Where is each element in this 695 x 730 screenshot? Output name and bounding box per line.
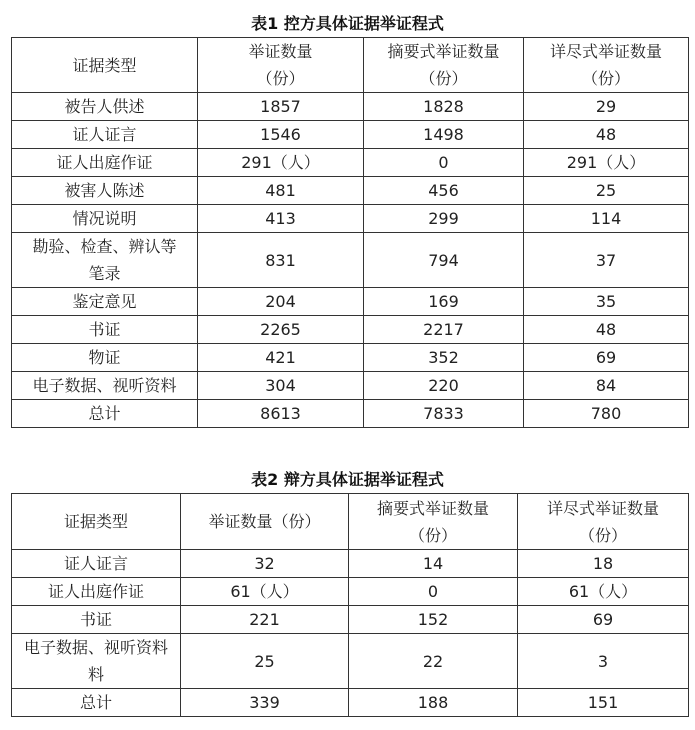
summary-count-cell: 169 [364, 288, 524, 316]
column-header-line: （份） [581, 69, 630, 88]
table-row [12, 233, 689, 288]
column-header [198, 38, 364, 93]
evidence-type-cell [12, 288, 198, 316]
evidence-type-line: 证人出庭作证 [47, 582, 144, 601]
table-row [12, 177, 689, 205]
table-row [12, 689, 689, 717]
count-cell: 339 [181, 689, 349, 717]
evidence-type-cell [12, 689, 181, 717]
evidence-type-cell [12, 233, 198, 288]
summary-count-cell: 14 [349, 550, 518, 578]
column-header-line: 证据类型 [72, 55, 137, 75]
evidence-type-cell [12, 121, 198, 149]
count-cell: 421 [198, 344, 364, 372]
evidence-type-line: 勘验、检查、辨认等 [32, 237, 177, 256]
table-row [12, 400, 689, 428]
evidence-type-line: 证人出庭作证 [56, 153, 153, 172]
column-header-line: 详尽式举证数量 [546, 498, 659, 518]
summary-count-cell: 152 [349, 606, 518, 634]
detailed-count-cell: 18 [518, 550, 689, 578]
column-header-line: （份） [256, 69, 305, 88]
evidence-type-line: 证人证言 [63, 554, 128, 573]
count-cell: 304 [198, 372, 364, 400]
evidence-type-line: 物证 [88, 348, 121, 367]
table-row [12, 606, 689, 634]
detailed-count-cell: 37 [524, 233, 689, 288]
evidence-type-cell [12, 550, 181, 578]
count-cell: 831 [198, 233, 364, 288]
evidence-type-line: 证人证言 [72, 125, 137, 144]
column-header [181, 494, 349, 550]
table-row [12, 288, 689, 316]
evidence-type-line: 被害人陈述 [64, 181, 145, 200]
detailed-count-cell: 48 [524, 121, 689, 149]
evidence-type-line: 鉴定意见 [72, 292, 137, 311]
table2-defense-evidence [11, 493, 689, 717]
summary-count-cell: 1498 [364, 121, 524, 149]
summary-count-cell: 794 [364, 233, 524, 288]
count-cell: 204 [198, 288, 364, 316]
evidence-type-line: 书证 [79, 610, 112, 629]
evidence-type-cell [12, 400, 198, 428]
evidence-type-cell [12, 316, 198, 344]
table-row [12, 149, 689, 177]
evidence-type-line: 电子数据、视听资料 [32, 376, 177, 395]
detailed-count-cell: 114 [524, 205, 689, 233]
count-cell: 25 [181, 634, 349, 689]
summary-count-cell: 2217 [364, 316, 524, 344]
table2-caption: 表2 辩方具体证据举证程式 [251, 470, 444, 489]
table1-prosecution-evidence [11, 37, 689, 428]
detailed-count-cell: 84 [524, 372, 689, 400]
detailed-count-cell: 61（人） [518, 578, 689, 606]
detailed-count-cell: 29 [524, 93, 689, 121]
evidence-type-cell [12, 149, 198, 177]
summary-count-cell: 0 [349, 578, 518, 606]
table-row [12, 550, 689, 578]
count-cell: 8613 [198, 400, 364, 428]
evidence-type-line: 笔录 [88, 264, 121, 283]
column-header-line: （份） [578, 525, 627, 545]
summary-count-cell: 188 [349, 689, 518, 717]
summary-count-cell: 0 [364, 149, 524, 177]
summary-count-cell: 7833 [364, 400, 524, 428]
count-cell: 413 [198, 205, 364, 233]
detailed-count-cell: 291（人） [524, 149, 689, 177]
column-header-line: 摘要式举证数量 [376, 498, 489, 518]
evidence-type-cell [12, 93, 198, 121]
detailed-count-cell: 48 [524, 316, 689, 344]
column-header-line: 举证数量 [248, 42, 313, 61]
table-row [12, 344, 689, 372]
evidence-type-cell [12, 372, 198, 400]
count-cell: 32 [181, 550, 349, 578]
count-cell: 2265 [198, 316, 364, 344]
summary-count-cell: 220 [364, 372, 524, 400]
table-row [12, 205, 689, 233]
table-row [12, 578, 689, 606]
table-row [12, 372, 689, 400]
column-header [518, 494, 689, 550]
evidence-type-line: 书证 [88, 320, 121, 339]
summary-count-cell: 22 [349, 634, 518, 689]
column-header-line: 摘要式举证数量 [387, 42, 500, 61]
column-header [349, 494, 518, 550]
evidence-type-cell [12, 634, 181, 689]
summary-count-cell: 352 [364, 344, 524, 372]
detailed-count-cell: 69 [518, 606, 689, 634]
count-cell: 61（人） [181, 578, 349, 606]
table1-caption: 表1 控方具体证据举证程式 [251, 14, 444, 33]
table-row [12, 93, 689, 121]
evidence-type-cell [12, 205, 198, 233]
table-row [12, 316, 689, 344]
column-header [524, 38, 689, 93]
detailed-count-cell: 151 [518, 689, 689, 717]
detailed-count-cell: 69 [524, 344, 689, 372]
evidence-type-line: 被告人供述 [64, 97, 145, 116]
summary-count-cell: 1828 [364, 93, 524, 121]
evidence-type-line: 料 [87, 665, 104, 684]
column-header-line: （份） [419, 69, 468, 88]
column-header-line: 详尽式举证数量 [549, 42, 662, 61]
detailed-count-cell: 3 [518, 634, 689, 689]
table-row [12, 634, 689, 689]
evidence-type-cell [12, 578, 181, 606]
evidence-type-line: 总计 [88, 404, 121, 423]
summary-count-cell: 456 [364, 177, 524, 205]
count-cell: 481 [198, 177, 364, 205]
count-cell: 291（人） [198, 149, 364, 177]
count-cell: 221 [181, 606, 349, 634]
detailed-count-cell: 25 [524, 177, 689, 205]
summary-count-cell: 299 [364, 205, 524, 233]
column-header [364, 38, 524, 93]
count-cell: 1546 [198, 121, 364, 149]
column-header [12, 494, 181, 550]
table-row [12, 121, 689, 149]
evidence-type-line: 情况说明 [72, 209, 137, 228]
column-header-line: 举证数量（份） [208, 512, 321, 531]
evidence-type-cell [12, 344, 198, 372]
detailed-count-cell: 35 [524, 288, 689, 316]
evidence-type-line: 电子数据、视听资料 [23, 638, 168, 657]
header-row [12, 494, 689, 550]
column-header [12, 38, 198, 93]
evidence-type-cell [12, 177, 198, 205]
detailed-count-cell: 780 [524, 400, 689, 428]
header-row [12, 38, 689, 93]
column-header-line: 证据类型 [63, 512, 128, 531]
count-cell: 1857 [198, 93, 364, 121]
evidence-type-cell [12, 606, 181, 634]
column-header-line: （份） [408, 525, 457, 545]
evidence-type-line: 总计 [79, 693, 112, 712]
